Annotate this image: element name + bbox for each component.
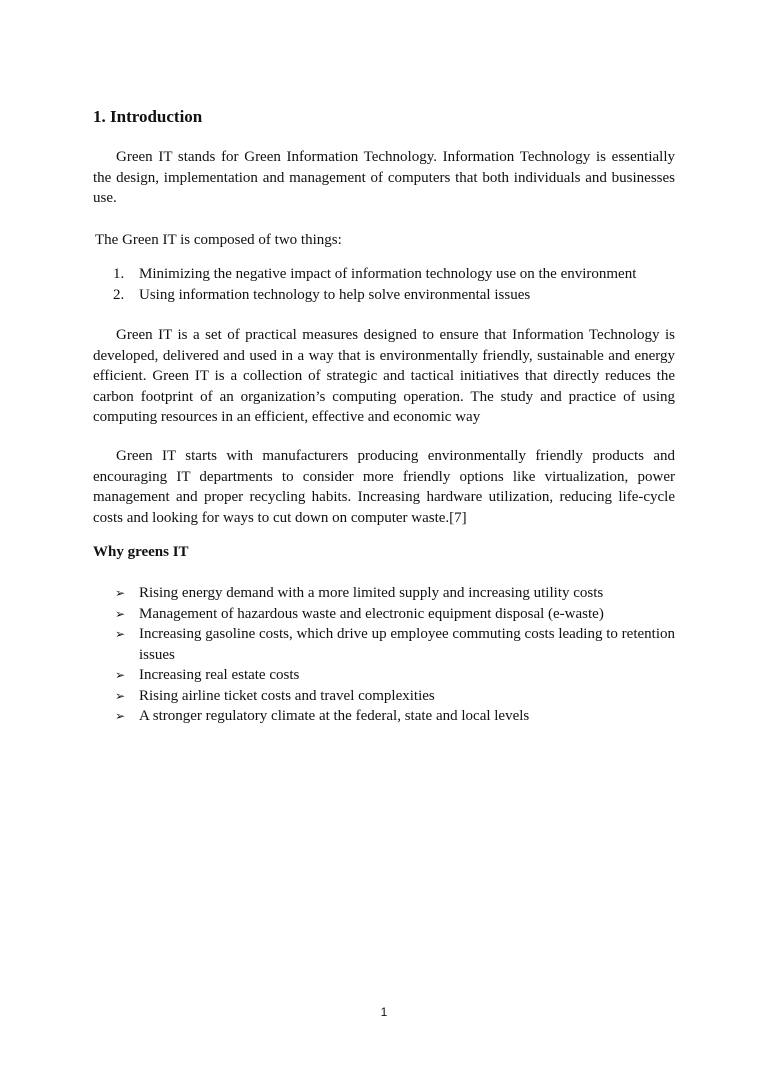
arrow-bullet-icon: ➢ [115, 668, 126, 682]
list-item-text: Rising airline ticket costs and travel complexities [139, 687, 435, 704]
list-item [115, 686, 675, 707]
list-item-text: A stronger regulatory climate at the federal, state and local levels [139, 708, 530, 724]
list-item-text: Increasing gasoline costs, which drive up employee commuting costs leading to retention issues [139, 626, 675, 663]
list-item [115, 665, 675, 686]
list-item-text: Management of hazardous waste and electronic equipment disposal (e-waste) [139, 605, 604, 622]
arrow-bullet-icon: ➢ [115, 709, 126, 723]
manufacturers-paragraph: Green IT starts with manufacturers producing environmentally friendly products and encouraging IT departments to consider more friendly options like virtualization, power management and proper recycling habits. Increasing hardware utilization, reducing life-cycle costs and looking for ways to cut down on computer waste.[7] [93, 448, 675, 526]
arrow-bullet-icon: ➢ [115, 688, 126, 703]
arrow-bullet-icon: ➢ [115, 627, 126, 641]
numbered-list [113, 264, 675, 305]
list-marker: 1. [113, 266, 125, 282]
list-item [115, 624, 675, 665]
practical-measures-paragraph: Green IT is a set of practical measures designed to ensure that Information Technology is developed, delivered and used in a way that is environmentally friendly, sustainable and energy efficient. Green IT is a collection of strategic and tactical initiatives that directly reduces the carbon footprint of an organization’s computing operation. The study and practice of using computing resources in an efficient, effective and economic way [93, 327, 675, 425]
bullet-list [115, 583, 675, 727]
arrow-bullet-icon: ➢ [115, 586, 126, 600]
list-item [115, 706, 675, 727]
document-page [93, 0, 675, 1086]
list-item [115, 604, 675, 625]
list-marker: 2. [113, 286, 125, 303]
list-item [113, 285, 675, 306]
list-item-text: Minimizing the negative impact of information technology use on the environment [139, 266, 637, 282]
list-item [115, 583, 675, 604]
section-heading: 1. Introduction [93, 107, 203, 126]
list-item-text: Increasing real estate costs [139, 667, 300, 683]
list-item [113, 264, 675, 285]
why-green-it-heading: Why greens IT [93, 544, 189, 560]
page-number: 1 [380, 1005, 388, 1019]
list-item-text: Using information technology to help solve environmental issues [139, 286, 531, 303]
intro-paragraph: Green IT stands for Green Information Technology. Information Technology is essentially the design, implementation and management of computers that both individuals and businesses use. [93, 149, 675, 206]
composition-paragraph: The Green IT is composed of two things: [95, 232, 342, 248]
arrow-bullet-icon: ➢ [115, 606, 126, 621]
list-item-text: Rising energy demand with a more limited supply and increasing utility costs [139, 585, 604, 601]
